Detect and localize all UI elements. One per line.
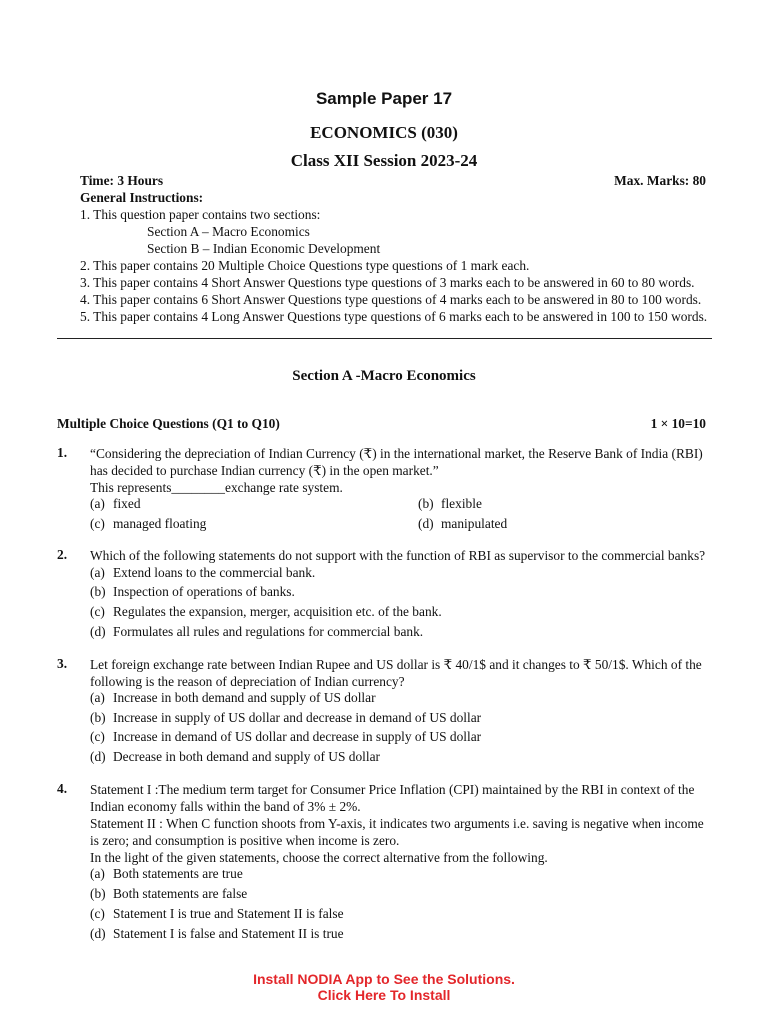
option-text: Inspection of operations of banks. bbox=[113, 584, 295, 599]
option-label: (c) bbox=[90, 729, 105, 744]
option-text: Increase in supply of US dollar and decrease in demand of US dollar bbox=[113, 710, 482, 725]
option-a[interactable] bbox=[90, 690, 376, 706]
question-text: Indian economy falls within the band of 3% ± 2%. bbox=[90, 799, 361, 814]
max-marks-label: Max. Marks: 80 bbox=[614, 173, 706, 188]
option-text: Decrease in both demand and supply of US dollar bbox=[113, 749, 381, 764]
question-number: 4. bbox=[57, 781, 68, 796]
question-text: is zero; and consumption is positive when income is zero. bbox=[90, 833, 400, 848]
question-text: Statement I :The medium term target for Consumer Price Inflation (CPI) maintained by the RBI in context of the bbox=[90, 782, 695, 797]
option-c[interactable] bbox=[90, 729, 481, 745]
option-d[interactable] bbox=[90, 926, 344, 942]
option-d[interactable] bbox=[90, 624, 423, 640]
option-text: Formulates all rules and regulations for commercial bank. bbox=[113, 624, 424, 639]
question-text: In the light of the given statements, choose the correct alternative from the following. bbox=[90, 850, 548, 865]
option-text: Regulates the expansion, merger, acquisition etc. of the bank. bbox=[113, 604, 442, 619]
option-label: (c) bbox=[90, 604, 105, 619]
mcq-marks: 1 × 10=10 bbox=[650, 416, 706, 431]
option-label: (a) bbox=[90, 866, 105, 881]
question-text: Let foreign exchange rate between Indian Rupee and US dollar is ₹ 40/1$ and it changes to ₹ 50/1$. Which of the bbox=[90, 657, 702, 672]
option-text: Statement I is true and Statement II is false bbox=[113, 906, 344, 921]
instruction-item: 3. This paper contains 4 Short Answer Questions type questions of 3 marks each to be answered in 60 to 80 words. bbox=[80, 275, 695, 290]
paper-title: Sample Paper 17 bbox=[315, 89, 453, 108]
subject-title: ECONOMICS (030) bbox=[310, 123, 458, 142]
option-text: Both statements are false bbox=[113, 886, 248, 901]
option-label: (d) bbox=[90, 926, 106, 941]
option-b[interactable] bbox=[418, 496, 482, 512]
option-b[interactable] bbox=[90, 710, 481, 726]
time-label: Time: 3 Hours bbox=[80, 173, 164, 188]
option-b[interactable] bbox=[90, 584, 295, 600]
option-label: (a) bbox=[90, 690, 105, 705]
instruction-item: 5. This paper contains 4 Long Answer Questions type questions of 6 marks each to be answered in 100 to 150 words. bbox=[80, 309, 708, 324]
question-text: Statement II : When C function shoots from Y-axis, it indicates two arguments i.e. saving is negative when income bbox=[90, 816, 704, 831]
question-text: This represents________exchange rate system. bbox=[90, 480, 343, 495]
option-text: Increase in demand of US dollar and decrease in supply of US dollar bbox=[113, 729, 482, 744]
option-label: (b) bbox=[90, 886, 106, 901]
instructions-heading: General Instructions: bbox=[80, 190, 204, 205]
option-c[interactable] bbox=[90, 604, 442, 620]
question-text: Which of the following statements do not support with the function of RBI as supervisor to the commercial banks? bbox=[90, 548, 706, 563]
instruction-item: Section B – Indian Economic Development bbox=[147, 241, 381, 256]
option-text: managed floating bbox=[113, 516, 207, 531]
question-number: 2. bbox=[57, 547, 68, 562]
option-c[interactable] bbox=[90, 906, 344, 922]
question-number: 1. bbox=[57, 445, 68, 460]
question-text: following is the reason of depreciation of Indian currency? bbox=[90, 674, 405, 689]
option-label: (b) bbox=[90, 710, 106, 725]
mcq-heading: Multiple Choice Questions (Q1 to Q10) bbox=[57, 416, 280, 431]
option-label: (d) bbox=[90, 749, 106, 764]
option-a[interactable] bbox=[90, 565, 315, 581]
option-d[interactable] bbox=[90, 749, 380, 765]
option-label: (b) bbox=[418, 496, 434, 511]
option-d[interactable] bbox=[418, 516, 507, 532]
option-text: flexible bbox=[441, 496, 482, 511]
instruction-item: 2. This paper contains 20 Multiple Choice Questions type questions of 1 mark each. bbox=[80, 258, 530, 273]
option-label: (d) bbox=[418, 516, 434, 531]
option-text: Extend loans to the commercial bank. bbox=[113, 565, 316, 580]
divider bbox=[57, 338, 712, 339]
click-to-install-link[interactable]: Click Here To Install bbox=[317, 987, 451, 1003]
option-label: (b) bbox=[90, 584, 106, 599]
option-label: (a) bbox=[90, 565, 105, 580]
option-c[interactable] bbox=[90, 516, 206, 532]
option-b[interactable] bbox=[90, 886, 247, 902]
option-text: Both statements are true bbox=[113, 866, 243, 881]
section-title: Section A -Macro Economics bbox=[292, 368, 476, 384]
question-text: has decided to purchase Indian currency (₹) in the open market.” bbox=[90, 463, 439, 478]
option-text: Statement I is false and Statement II is true bbox=[113, 926, 344, 941]
option-text: manipulated bbox=[441, 516, 508, 531]
install-app-link[interactable]: Install NODIA App to See the Solutions. bbox=[253, 971, 515, 987]
question-text: “Considering the depreciation of Indian Currency (₹) in the international market, the Reserve Bank of India (RBI) bbox=[90, 446, 703, 461]
option-label: (c) bbox=[90, 516, 105, 531]
option-a[interactable] bbox=[90, 866, 243, 882]
instruction-item: 4. This paper contains 6 Short Answer Questions type questions of 4 marks each to be answered in 80 to 100 words. bbox=[80, 292, 702, 307]
instruction-item: 1. This question paper contains two sections: bbox=[80, 207, 321, 222]
instruction-item: Section A – Macro Economics bbox=[147, 224, 310, 239]
option-text: Increase in both demand and supply of US dollar bbox=[113, 690, 376, 705]
option-a[interactable] bbox=[90, 496, 141, 512]
question-number: 3. bbox=[57, 656, 68, 671]
class-session-title: Class XII Session 2023-24 bbox=[290, 151, 478, 170]
option-text: fixed bbox=[113, 496, 141, 511]
option-label: (a) bbox=[90, 496, 105, 511]
option-label: (c) bbox=[90, 906, 105, 921]
option-label: (d) bbox=[90, 624, 106, 639]
